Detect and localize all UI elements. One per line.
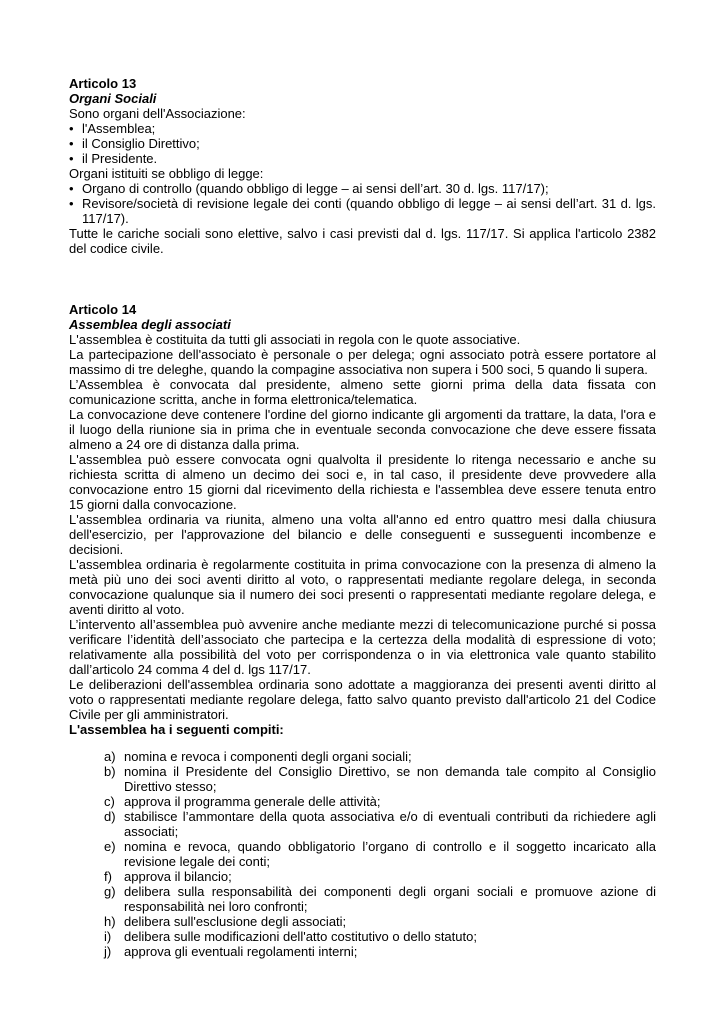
article-14-subheading: Assemblea degli associati [69,317,231,332]
task-marker: h) [104,914,116,929]
task-item [69,884,656,914]
task-item [69,869,656,884]
organ-item-text: il Presidente. [82,151,158,166]
task-marker: c) [104,794,115,809]
article-14-paragraph: Le deliberazioni dell'assemblea ordinaria sono adottate a maggioranza dei presenti aventi diritto al voto o rappresentati mediante regolare delega, fatto salvo quanto previsto dall'articolo 21 del Codice Civile per gli amministratori. [69,677,656,722]
bullet-icon: • [69,196,74,211]
organ-item [69,121,656,136]
article-14-paragraph: L'assemblea ordinaria è regolarmente costituita in prima convocazione con la presenza di almeno la metà più uno dei soci aventi diritto al voto, o rappresentati mediante regolare delega, in seconda convocazione qualunque sia il numero dei soci presenti o rappresentati mediante regolare delega, e aventi diritto al voto. [69,557,656,617]
task-text: delibera sulle modificazioni dell'atto costitutivo o dello statuto; [124,929,477,944]
organ-item-text: il Consiglio Direttivo; [82,136,200,151]
bullet-icon: • [69,151,74,166]
task-marker: j) [104,944,112,959]
task-item [69,749,656,764]
task-text: approva il programma generale delle attività; [124,794,381,809]
article-14-paragraph: L'assemblea ordinaria va riunita, almeno una volta all'anno ed entro quattro mesi dalla chiusura dell'esercizio, per l'approvazione del bilancio e delle conseguenti e susseguenti incombenze e decisioni. [69,512,656,557]
task-marker: f) [104,869,112,884]
document-page [69,76,656,959]
task-item [69,929,656,944]
task-text: nomina il Presidente del Consiglio Direttivo, se non demanda tale compito al Consiglio Direttivo stesso; [124,764,656,794]
article-13-intro: Sono organi dell'Associazione: [69,106,246,121]
legal-organ-item-text: Organo di controllo (quando obbligo di legge – ai sensi dell’art. 30 d. lgs. 117/17); [82,181,549,196]
task-text: nomina e revoca, quando obbligatorio l’organo di controllo e il soggetto incaricato alla revisione legale dei conti; [124,839,656,869]
task-marker: a) [104,749,116,764]
organ-item [69,151,656,166]
article-14-paragraph: L'assemblea può essere convocata ogni qualvolta il presidente lo ritenga necessario e anche su richiesta scritta di almeno un decimo dei soci e, in tal caso, il presidente deve provvedere alla convocazione entro 15 giorni dal ricevimento della richiesta e l'assemblea deve essere tenuta entro 15 giorni dalla convocazione. [69,452,656,512]
task-marker: d) [104,809,116,824]
bullet-icon: • [69,136,74,151]
article-14-paragraph: L’Assemblea è convocata dal presidente, almeno sette giorni prima della data fissata con comunicazione scritta, anche in forma elettronica/telematica. [69,377,656,407]
organ-item [69,136,656,151]
tasks-list [69,749,656,959]
legal-organ-item [69,181,656,196]
section-spacer [69,256,656,302]
task-item [69,839,656,869]
task-item [69,764,656,794]
task-marker: b) [104,764,116,779]
bullet-icon: • [69,121,74,136]
article-14-paragraph: L’intervento all’assemblea può avvenire anche mediante mezzi di telecomunicazione purché si possa verificare l’identità dell’associato che partecipa e la certezza della modalità di espressione di voto; relativamente alla possibilità del voto per corrispondenza o in via elettronica vale quanto stabilito dall’articolo 24 comma 4 del d. lgs 117/17. [69,617,656,677]
article-14-paragraph: La partecipazione dell'associato è personale o per delega; ogni associato potrà essere portatore al massimo di tre deleghe, quando la compagine associativa non supera i 500 soci, 5 quando li supera. [69,347,656,377]
bullet-icon: • [69,181,74,196]
task-text: delibera sull'esclusione degli associati; [124,914,347,929]
task-item [69,794,656,809]
article-13-intro-legal: Organi istituiti se obbligo di legge: [69,166,264,181]
article-13-heading: Articolo 13 [69,76,137,91]
task-text: delibera sulla responsabilità dei componenti degli organi sociali e promuove azione di responsabilità nei loro confronti; [124,884,656,914]
task-item [69,914,656,929]
article-13-closing: Tutte le cariche sociali sono elettive, salvo i casi previsti dal d. lgs. 117/17. Si applica l'articolo 2382 del codice civile. [69,226,656,256]
article-14-paragraph: L'assemblea è costituita da tutti gli associati in regola con le quote associative. [69,332,521,347]
article-13-subheading: Organi Sociali [69,91,157,106]
article-14-heading: Articolo 14 [69,302,137,317]
task-text: stabilisce l’ammontare della quota associativa e/o di eventuali contributi da richiedere agli associati; [124,809,656,839]
article-14-paragraph: La convocazione deve contenere l'ordine del giorno indicante gli argomenti da trattare, la data, l'ora e il luogo della riunione sia in prima che in eventuale seconda convocazione che deve essere fissata almeno a 24 ore di distanza dalla prima. [69,407,656,452]
tasks-heading: L'assemblea ha i seguenti compiti: [69,722,284,737]
task-marker: g) [104,884,116,899]
task-marker: e) [104,839,116,854]
organ-item-text: l'Assemblea; [82,121,156,136]
legal-organ-item [69,196,656,226]
legal-organ-item-text: Revisore/società di revisione legale dei conti (quando obbligo di legge – ai sensi dell’art. 31 d. lgs. 117/17). [82,196,656,226]
task-text: approva gli eventuali regolamenti interni; [124,944,358,959]
task-marker: i) [104,929,112,944]
task-text: nomina e revoca i componenti degli organi sociali; [124,749,412,764]
task-item [69,809,656,839]
task-item [69,944,656,959]
task-text: approva il bilancio; [124,869,232,884]
